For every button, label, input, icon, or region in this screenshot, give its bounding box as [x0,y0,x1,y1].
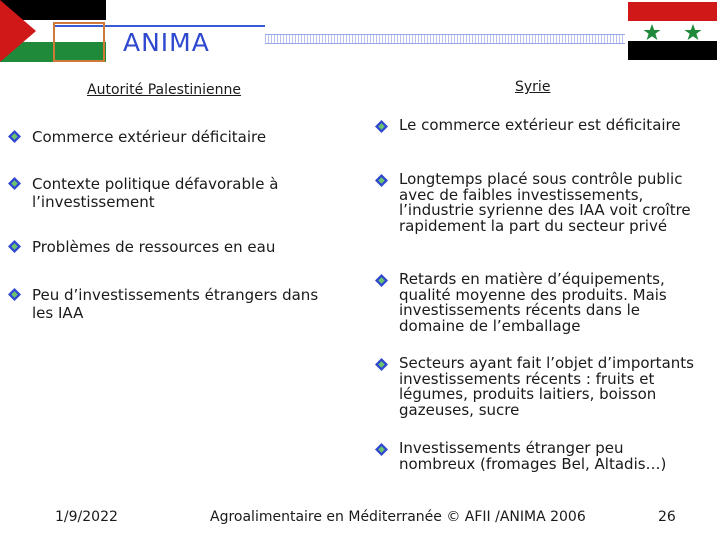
left-column-heading: Autorité Palestinienne [87,82,242,98]
footer-date: 1/9/2022 [55,509,118,525]
diamond-bullet-icon [375,120,388,133]
left-item-text: Contexte politique défavorable à l’investissement [32,175,279,211]
diamond-bullet-icon [375,358,388,371]
right-item-text: Investissements étranger peu nombreux (fromages Bel, Altadis…) [399,439,667,473]
footer-caption: Agroalimentaire en Méditerranée © AFII /ANIMA 2006 [210,509,586,525]
title-frame-decoration [53,22,105,62]
diamond-bullet-icon [8,240,21,253]
diamond-bullet-icon [375,443,388,456]
left-item-text: Problèmes de ressources en eau [32,238,276,256]
header-rule [265,34,625,44]
left-item-text: Peu d’investissements étrangers dans les IAA [32,286,319,322]
right-item-text: Le commerce extérieur est déficitaire [399,116,681,134]
right-item-text: Secteurs ayant fait l’objet d’importants investissements récents : fruits et légumes, produits laitiers, boisson gazeuses, sucre [399,354,694,419]
right-item-text: Longtemps placé sous contrôle public avec de faibles investissements, l’industrie syrienne des IAA voit croître rapidement la part du secteur privé [399,170,691,235]
diamond-bullet-icon [375,274,388,287]
left-item-text: Commerce extérieur déficitaire [32,128,267,146]
page-number: 26 [658,509,676,525]
diamond-bullet-icon [8,130,21,143]
slide-title: ANIMA [123,28,210,57]
right-item-text: Retards en matière d’équipements, qualité moyenne des produits. Mais investissements récents dans le domaine de l’emballage [399,270,667,335]
diamond-bullet-icon [8,177,21,190]
diamond-bullet-icon [375,174,388,187]
syria-flag-icon [625,0,720,62]
right-column-heading: Syrie [515,79,551,95]
diamond-bullet-icon [8,288,21,301]
